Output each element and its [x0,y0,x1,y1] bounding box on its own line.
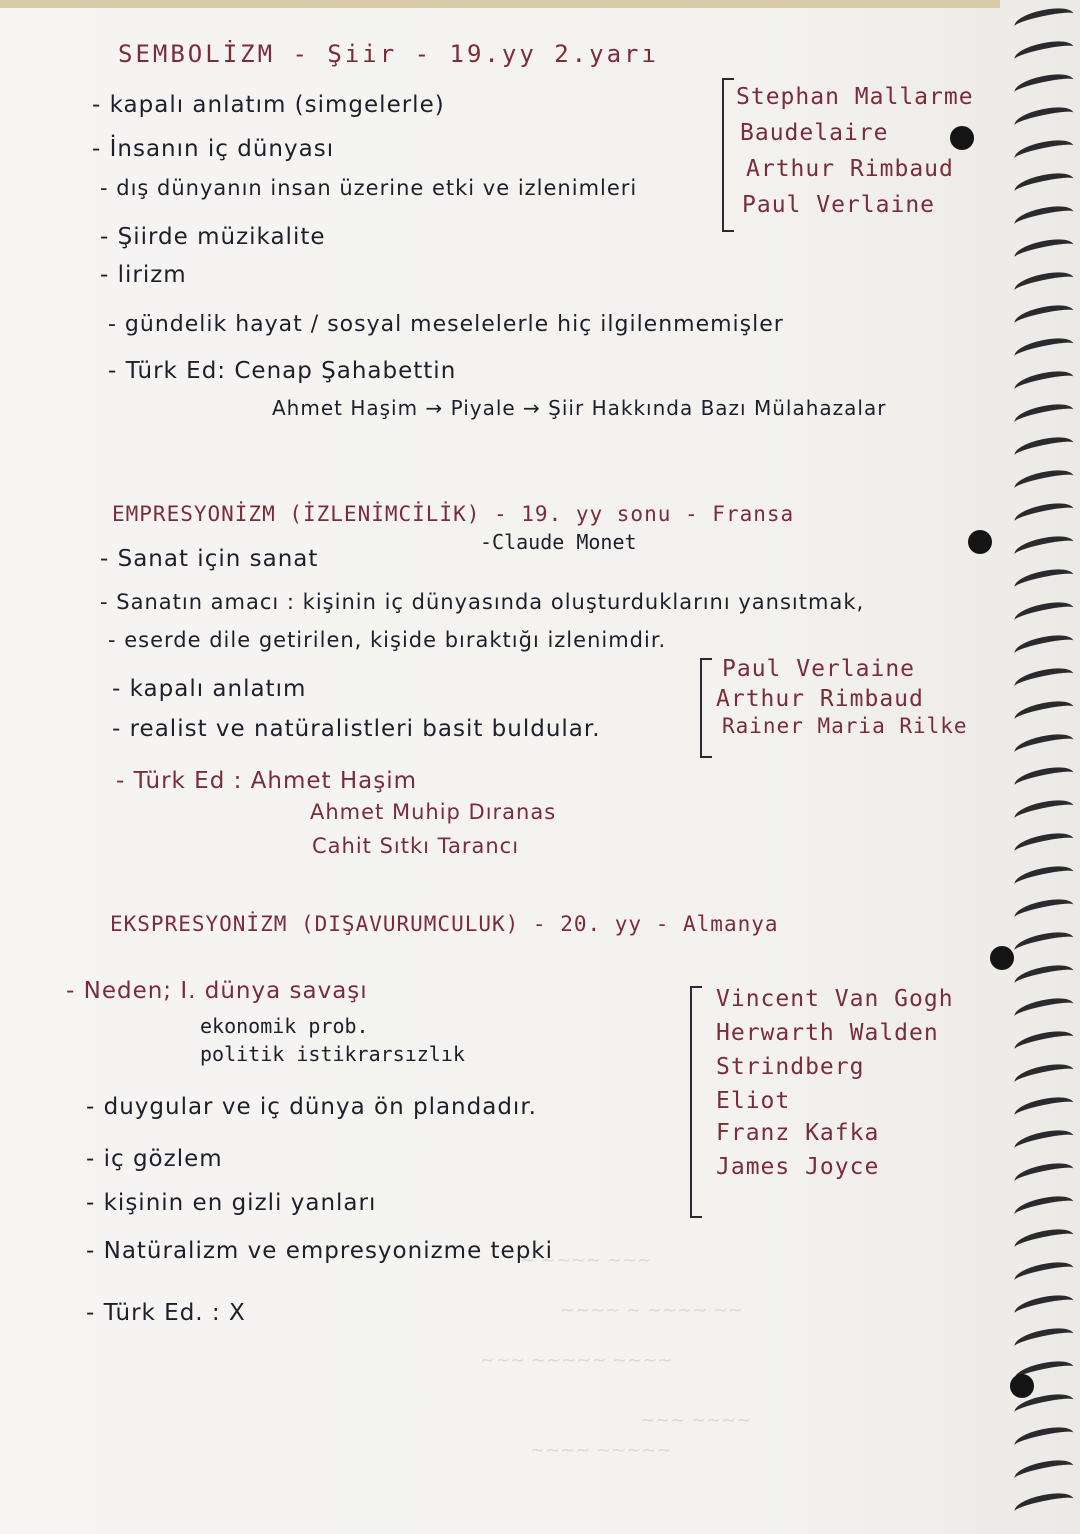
spiral-coil [1013,103,1076,135]
empresyonizm-author: Arthur Rimbaud [716,686,924,712]
spiral-coil [1013,532,1076,564]
spiral-coil [1013,4,1076,36]
sembolizm-item: - Şiirde müzikalite [100,224,326,250]
sembolizm-author: Stephan Mallarme [736,84,974,110]
ekspresyonizm-author: James Joyce [716,1154,880,1180]
spiral-coil [1013,1093,1076,1125]
ekspresyonizm-item: - kişinin en gizli yanları [86,1190,377,1216]
spiral-coil [1013,367,1076,399]
bleed-through-mark: ~~~~ ~ ~~~~ ~~ [560,1300,744,1321]
empresyonizm-author: Rainer Maria Rilke [722,714,968,738]
ekspresyonizm-author: Franz Kafka [716,1120,880,1146]
spiral-coil [1013,598,1076,630]
spiral-coil [1013,1126,1076,1158]
spiral-coil [1013,202,1076,234]
spiral-coil [1013,1489,1076,1521]
spiral-coil [1013,1258,1076,1290]
sembolizm-extra-line: Ahmet Haşim → Piyale → Şiir Hakkında Bazı Mülahazalar [272,396,887,420]
empresyonizm-turk-ed-more: Cahit Sıtkı Tarancı [312,834,520,858]
spiral-coil [1013,1159,1076,1191]
sembolizm-authors-bracket [722,78,734,232]
empresyonizm-item: - Sanatın amacı : kişinin iç dünyasında oluşturduklarını yansıtmak, [100,590,865,614]
spiral-coil [1013,796,1076,828]
sembolizm-item: - lirizm [100,262,187,288]
spiral-coil [1013,499,1076,531]
sembolizm-item: - İnsanın iç dünyası [92,136,335,162]
spiral-coil [1013,730,1076,762]
spiral-coil [1013,70,1076,102]
spiral-coil [1013,895,1076,927]
sembolizm-title: SEMBOLİZM - Şiir - 19.yy 2.yarı [118,40,659,68]
bleed-through-mark: ~ ~~~~ ~~~ [520,1250,653,1271]
ekspresyonizm-authors-bracket [690,986,702,1218]
ekspresyonizm-author: Herwarth Walden [716,1020,939,1046]
spiral-coil [1013,829,1076,861]
spiral-coil [1013,928,1076,960]
ekspresyonizm-reason: ekonomik prob. [200,1014,369,1038]
spiral-coil [1013,433,1076,465]
spiral-coil [1013,268,1076,300]
spiral-coil [1013,466,1076,498]
sembolizm-author: Baudelaire [740,120,889,146]
spiral-coil [1013,1423,1076,1455]
spiral-coil [1013,697,1076,729]
empresyonizm-item: - realist ve natüralistleri basit buldular. [112,716,601,742]
empresyonizm-author: Paul Verlaine [722,656,916,682]
ekspresyonizm-reason: politik istikrarsızlık [200,1042,465,1066]
empresyonizm-authors-bracket [700,658,712,758]
spiral-coil [1013,1324,1076,1356]
punch-hole [968,530,992,554]
spiral-coil [1013,1456,1076,1488]
spiral-coil [1013,169,1076,201]
sembolizm-item: - kapalı anlatım (simgelerle) [92,92,445,118]
spiral-coil [1013,994,1076,1026]
empresyonizm-item: - kapalı anlatım [112,676,307,702]
ekspresyonizm-item: - Türk Ed. : X [86,1300,246,1326]
ekspresyonizm-item: - iç gözlem [86,1146,223,1172]
spiral-coil [1013,664,1076,696]
spiral-coil [1013,136,1076,168]
spiral-coil [1013,1027,1076,1059]
spiral-binding [1000,0,1080,1534]
sembolizm-item: - Türk Ed: Cenap Şahabettin [108,358,457,384]
bleed-through-mark: ~~~~ ~~~~~ [530,1440,672,1461]
spiral-coil [1013,961,1076,993]
spiral-coil [1013,301,1076,333]
ekspresyonizm-title: EKSPRESYONİZM (DIŞAVURUMCULUK) - 20. yy - Almanya [110,912,779,936]
sembolizm-item: - dış dünyanın insan üzerine etki ve izlenimleri [100,176,638,200]
empresyonizm-subtitle: -Claude Monet [480,530,637,554]
spiral-coil [1013,1225,1076,1257]
page-top-edge [0,0,1000,8]
spiral-coil [1013,1291,1076,1323]
punch-hole [990,946,1014,970]
punch-hole [950,126,974,150]
spiral-coil [1013,37,1076,69]
spiral-coil [1013,334,1076,366]
ekspresyonizm-item: - Natüralizm ve empresyonizme tepki [86,1238,554,1264]
ekspresyonizm-item: - duygular ve iç dünya ön plandadır. [86,1094,537,1120]
bleed-through-mark: ~~~ ~~~~~ ~~~~ [480,1350,673,1371]
empresyonizm-turk-ed: - Türk Ed : Ahmet Haşim [116,768,418,794]
spiral-coil [1013,1060,1076,1092]
empresyonizm-turk-ed-more: Ahmet Muhip Dıranas [310,800,557,824]
spiral-coil [1013,235,1076,267]
ekspresyonizm-author: Strindberg [716,1054,865,1080]
sembolizm-author: Paul Verlaine [742,192,936,218]
empresyonizm-item: - eserde dile getirilen, kişide bıraktığı izlenimdir. [108,628,667,652]
ekspresyonizm-author: Eliot [716,1088,791,1114]
spiral-coil [1013,763,1076,795]
bleed-through-mark: ~~~ ~~~~ [640,1410,752,1431]
ekspresyonizm-reasons: - Neden; I. dünya savaşı [66,978,368,1004]
empresyonizm-item: - Sanat için sanat [100,546,319,572]
ekspresyonizm-author: Vincent Van Gogh [716,986,954,1012]
sembolizm-author: Arthur Rimbaud [746,156,954,182]
spiral-coil [1013,400,1076,432]
spiral-coil [1013,862,1076,894]
punch-hole [1010,1374,1034,1398]
spiral-coil [1013,631,1076,663]
sembolizm-item: - gündelik hayat / sosyal meselelerle hiç ilgilenmemişler [108,312,784,337]
spiral-coil [1013,1192,1076,1224]
spiral-coil [1013,565,1076,597]
empresyonizm-title: EMPRESYONİZM (İZLENİMCİLİK) - 19. yy sonu - Fransa [112,502,795,526]
